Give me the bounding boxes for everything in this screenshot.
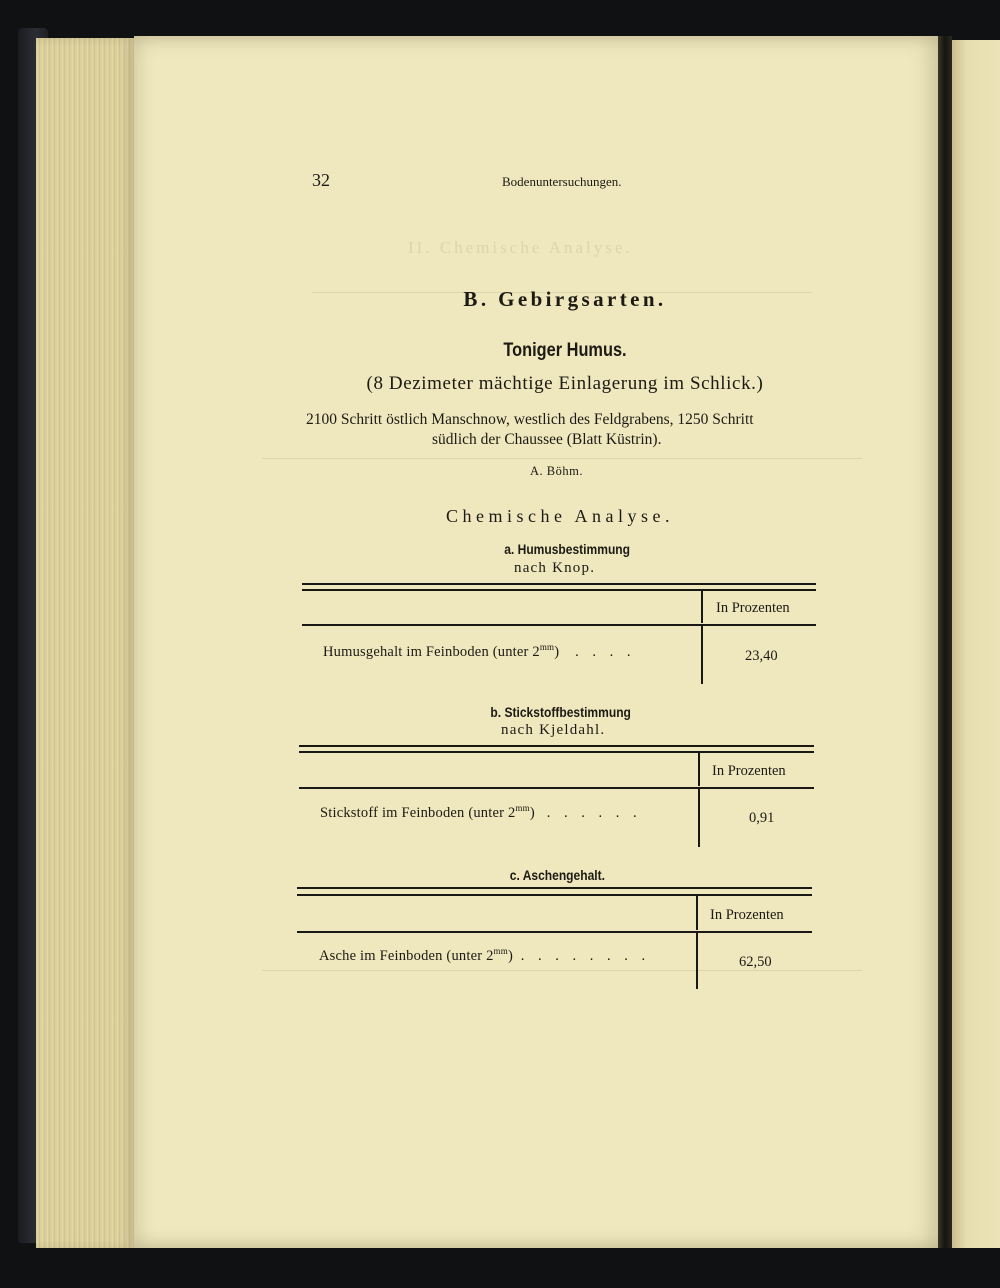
table-rule xyxy=(299,751,814,753)
unit-superscript: mm xyxy=(515,803,530,813)
table-row-ash xyxy=(319,946,650,965)
section-method-humus: nach Knop. xyxy=(514,560,596,576)
page-edges xyxy=(36,38,134,1248)
table-rule xyxy=(297,894,812,896)
unit-superscript: mm xyxy=(539,642,555,652)
column-divider xyxy=(701,626,703,684)
row-label-close: ) xyxy=(507,947,513,964)
row-label: Asche im Feinboden (unter 2 xyxy=(319,947,494,964)
unit-superscript: mm xyxy=(493,946,508,956)
column-divider xyxy=(696,933,698,989)
subtitle: Toniger Humus. xyxy=(503,340,627,361)
leader-dots: . . . . . . xyxy=(546,804,642,821)
bleed-through-rule xyxy=(262,458,862,459)
section-heading-nitrogen: b. Stickstoffbestimmung xyxy=(490,704,631,720)
row-label-close: ) xyxy=(529,804,535,821)
analysis-title: Chemische Analyse. xyxy=(446,506,674,526)
column-divider xyxy=(698,789,700,847)
table-row-nitrogen xyxy=(320,803,642,822)
column-header-percent: In Prozenten xyxy=(716,600,790,616)
table-rule xyxy=(302,624,816,626)
parenthetical-note: (8 Dezimeter mächtige Einlagerung im Schlick.) xyxy=(366,373,764,394)
row-label: Stickstoff im Feinboden (unter 2 xyxy=(320,804,516,821)
bleed-through-text: II. Chemische Analyse. xyxy=(408,238,633,257)
table-rule xyxy=(297,931,812,933)
location-line-2: südlich der Chaussee (Blatt Küstrin). xyxy=(432,431,662,448)
author: A. Böhm. xyxy=(530,464,583,478)
facing-page-edge xyxy=(952,40,1000,1248)
table-row-humus xyxy=(323,642,635,661)
section-title: B. Gebirgsarten. xyxy=(463,287,667,311)
column-header-percent: In Prozenten xyxy=(712,763,786,779)
leader-dots: . . . . xyxy=(575,643,636,660)
location-line-1: 2100 Schritt östlich Manschnow, westlich des Feldgrabens, 1250 Schritt xyxy=(306,411,754,428)
value-nitrogen: 0,91 xyxy=(749,810,775,826)
bleed-through-rule xyxy=(262,970,862,971)
table-rule xyxy=(302,583,816,585)
book-gutter xyxy=(938,36,952,1248)
column-header-percent: In Prozenten xyxy=(710,907,784,923)
leader-dots: . . . . . . . . xyxy=(520,947,651,964)
section-heading-ash: c. Aschengehalt. xyxy=(509,867,605,883)
table-rule xyxy=(299,745,814,747)
column-divider xyxy=(696,896,698,930)
page-number: 32 xyxy=(312,170,330,190)
row-label-close: ) xyxy=(554,643,560,660)
row-label: Humusgehalt im Feinboden (unter 2 xyxy=(323,643,540,660)
table-rule xyxy=(297,887,812,889)
running-head: Bodenuntersuchungen. xyxy=(502,174,622,189)
table-rule xyxy=(299,787,814,789)
value-humus: 23,40 xyxy=(745,648,778,664)
column-divider xyxy=(698,753,700,786)
column-divider xyxy=(701,591,703,623)
value-ash: 62,50 xyxy=(739,954,772,970)
table-rule xyxy=(302,589,816,591)
section-method-nitrogen: nach Kjeldahl. xyxy=(501,722,606,738)
section-heading-humus: a. Humusbestimmung xyxy=(504,541,631,557)
